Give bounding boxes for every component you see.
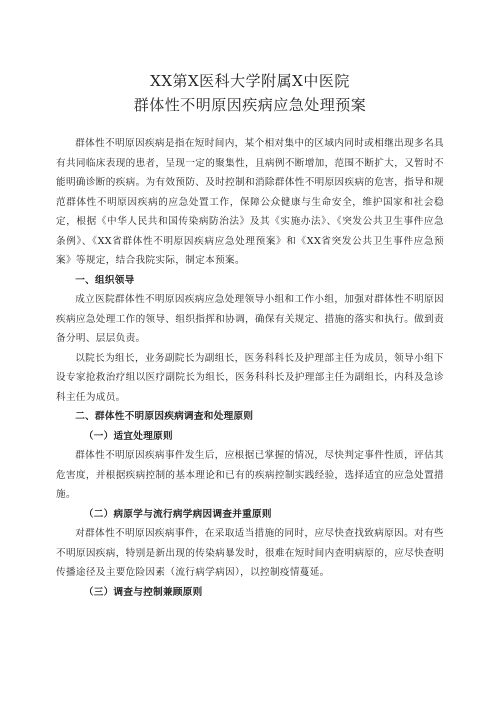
- section1-heading: 一、组织领导: [75, 274, 135, 286]
- section2-sub1-heading: （一）适宜处理原则: [83, 430, 173, 442]
- section2-sub2-heading: （二）病原学与流行病学病因调查并重原则: [83, 508, 272, 520]
- section1-paragraph-1: 成立医院群体性不明原因疾病应急处理领导小组和工作小组，加强对群体性不明原因疾病应急处理工作的领导、组织指挥和协调，确保有关规定、措施的落实和执行。做到责备分明、层层负责。: [56, 294, 444, 344]
- section2-sub1-paragraph: 群体性不明原因疾病事件发生后，应根据已掌握的情况，尽快判定事件性质，评估其危害度，并根据疾病控制的基本理论和已有的疾病控制实践经验，选择适宜的应急处置措施。: [56, 450, 444, 500]
- section2-sub2-paragraph: 对群体性不明原因疾病事件，在采取适当措施的同时，应尽快查找致病原因。对有些不明原因疾病，特别是新出现的传染病暴发时，很难在短时间内查明病原的，应尽快查明传播途径及主要危险因素（流行病学病因），以控制疫情蔓延。: [56, 528, 444, 578]
- section2-sub3-heading: （三）调查与控制兼顾原则: [83, 586, 203, 598]
- section2-heading: 二、群体性不明原因疾病调查和处理原则: [75, 411, 254, 422]
- section1-paragraph-2: 以院长为组长，业务副院长为副组长，医务科科长及护理部主任为成员，领导小组下设专家抢救治疗组以医疗副院长为组长，医务科科长及护理部主任为副组长，内科及急诊科主任为成员。: [56, 352, 444, 403]
- hospital-name-title: XX第X医科大学附属X中医院: [150, 72, 350, 90]
- plan-title: 群体性不明原因疾病应急处理预案: [133, 96, 367, 114]
- intro-paragraph: 群体性不明原因疾病是指在短时间内，某个相对集中的区域内同时或相继出现多名具有共同临床表现的患者，呈现一定的聚集性，且病例不断增加，范围不断扩大，又暂时不能明确诊断的疾病。为有效预防、及时控制和消除群体性不明原因疾病的危害，指导和规范群体性不明原因疾病的应急处置工作，保障公众健康与生命安全，维护国家和社会稳定，根据《中华人民共和国传染病防治法》及其《实施办法》、《突发公共卫生事件应急条例》、《XX省群体性不明原因疾病应急处理预案》和《XX省突发公共卫生事件应急预案》等规定，结合我院实际，制定本预案。: [56, 138, 444, 266]
